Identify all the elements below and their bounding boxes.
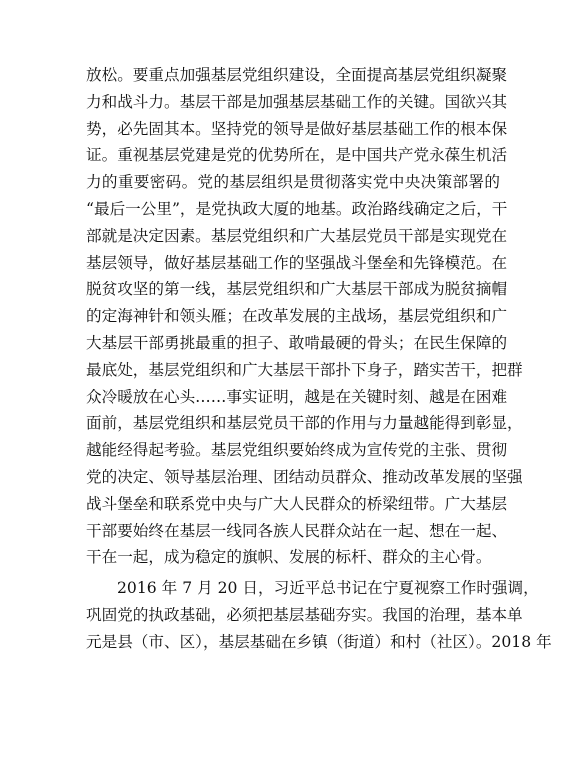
text-line: 脱贫攻坚的第一线，基层党组织和广大基层干部成为脱贫摘帽 [86, 280, 508, 299]
paragraph-1 [86, 62, 523, 571]
text-line: “最后一公里”，是党执政大厦的地基。政治路线确定之后，干 [86, 199, 508, 218]
text-line: 众冷暖放在心头……事实证明，越是在关键时刻、越是在困难 [86, 387, 508, 406]
text-line: 战斗堡垒和联系党中央与广大人民群众的桥梁纽带。广大基层 [86, 494, 508, 513]
text-line: 力的重要密码。党的基层组织是贯彻落实党中央决策部署的 [86, 173, 500, 192]
text-line: 大基层干部勇挑最重的担子、敢啃最硬的骨头；在民生保障的 [86, 333, 508, 352]
text-line: 干部要始终在基层一线同各族人民群众站在一起、想在一起、 [86, 521, 508, 540]
text-line: 证。重视基层党建是党的优势所在，是中国共产党永葆生机活 [86, 146, 508, 165]
text-line: 放松。要重点加强基层党组织建设，全面提高基层党组织凝聚 [86, 66, 508, 84]
text-line: 干在一起，成为稳定的旗帜、发展的标杆、群众的主心骨。 [86, 548, 492, 567]
text-line: 力和战斗力。基层干部是加强基层基础工作的关键。国欲兴其 [86, 92, 508, 111]
text-line: 巩固党的执政基础，必须把基层基础夯实。我国的治理，基本单 [86, 605, 523, 624]
paragraph-2 [86, 575, 552, 655]
text-line: 元是县（市、区），基层基础在乡镇（街道）和村（社区）。2018 年 [86, 632, 552, 651]
text-line: 的定海神针和领头雁；在改革发展的主战场，基层党组织和广 [86, 307, 508, 326]
document-page [86, 62, 552, 656]
text-line: 党的决定、领导基层治理、团结动员群众、推动改革发展的坚强 [86, 467, 523, 486]
text-line: 面前，基层党组织和基层党员干部的作用与力量越能得到彰显， [86, 414, 523, 433]
text-line: 基层领导，做好基层基础工作的坚强战斗堡垒和先锋模范。在 [86, 253, 508, 272]
text-line: 最底处，基层党组织和广大基层干部扑下身子，踏实苦干，把群 [86, 360, 523, 379]
text-line: 越能经得起考验。基层党组织要始终成为宣传党的主张、贯彻 [86, 441, 508, 460]
text-line: 势，必先固其本。坚持党的领导是做好基层基础工作的根本保 [86, 119, 508, 138]
text-line: 部就是决定因素。基层党组织和广大基层党员干部是实现党在 [86, 226, 508, 245]
text-line: 2016 年 7 月 20 日，习近平总书记在宁夏视察工作时强调， [117, 579, 539, 598]
